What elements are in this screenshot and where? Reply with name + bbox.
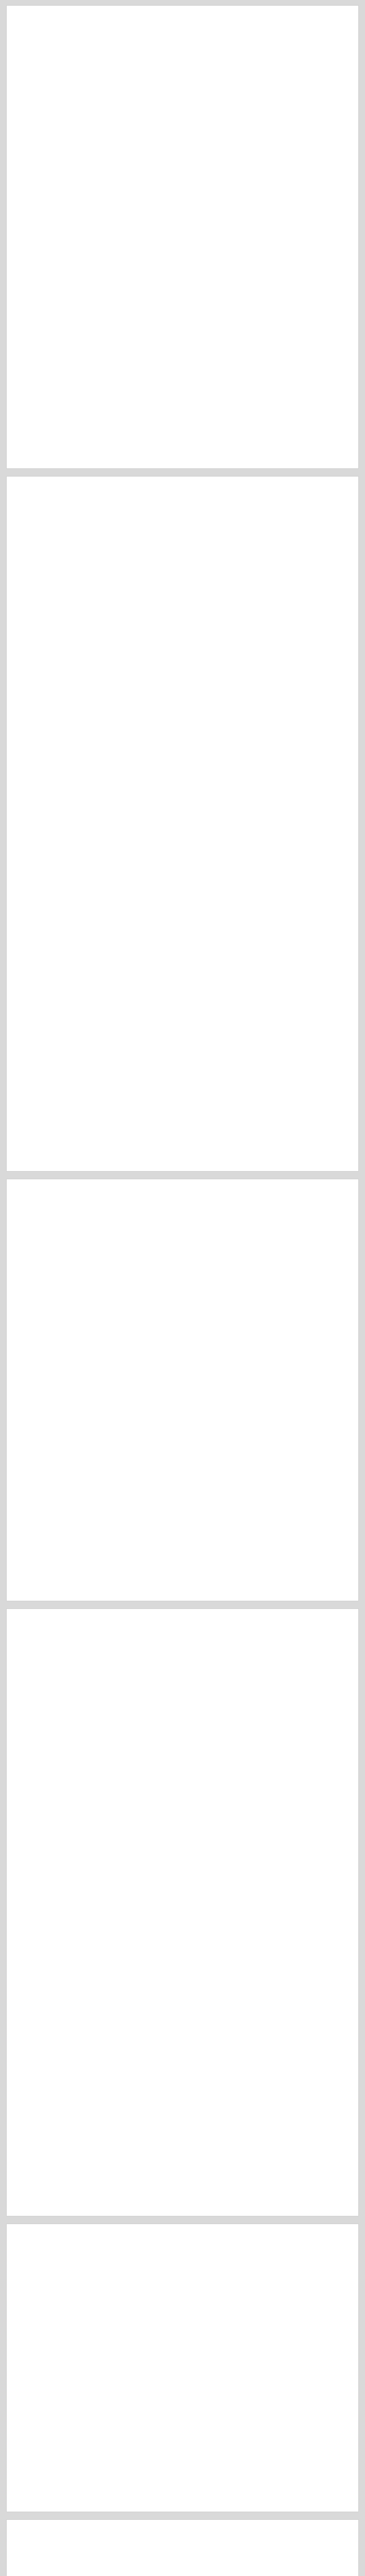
section-heading [20,2534,345,2541]
section-heading [20,1194,345,1201]
paragraph [20,1646,345,1654]
article-panel-6 [6,2519,359,2576]
paragraph [20,2545,345,2553]
article-panel-4 [6,1608,359,2216]
paragraph [20,514,345,522]
paragraph [20,2274,345,2282]
paragraph [20,501,345,510]
paragraph [20,2249,345,2257]
paragraph [20,76,345,84]
paragraph [20,2557,345,2565]
paragraph [20,63,345,72]
section-heading [20,2239,345,2246]
article-panel-1 [6,5,359,469]
section-heading [20,491,345,498]
section-heading [20,28,345,36]
article-panel-5 [6,2224,359,2512]
paragraph [20,538,345,547]
paragraph [20,1204,345,1212]
article-panel-3 [6,1179,359,1601]
article-panel-2 [6,476,359,1172]
paragraph [20,2261,345,2269]
paragraph [20,1634,345,1642]
paragraph [20,39,345,47]
article-title [20,15,345,23]
section-heading [20,1623,345,1631]
paragraph [20,551,345,559]
paragraph [20,1671,345,1679]
paragraph [20,1229,345,1237]
paragraph [20,1216,345,1225]
paragraph [20,526,345,534]
paragraph [20,1658,345,1667]
paragraph [20,51,345,59]
